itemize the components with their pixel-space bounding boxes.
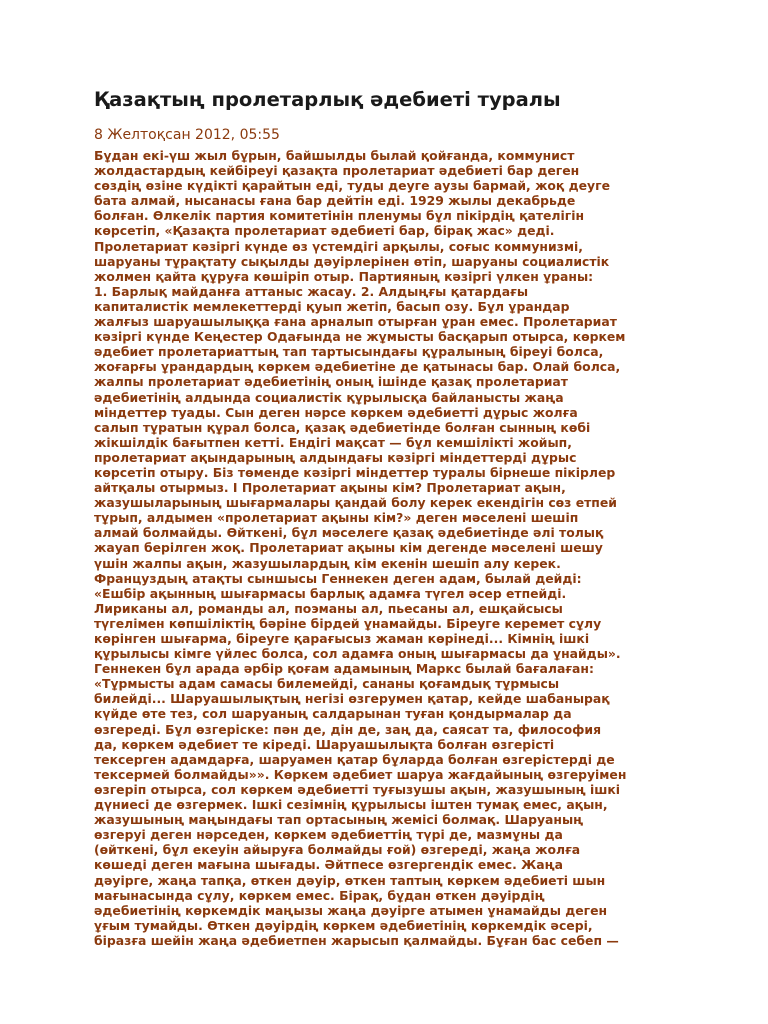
body-line: әдебиетінің көркемдік маңызы жаңа дәуірге атымен ұнамайды деген [94, 902, 608, 918]
body-line: мағынасында сұлу, көркем емес. Бірақ, бұдан өткен дәуірдің [94, 887, 545, 903]
body-line: бата алмай, нысанасы ғана бар дейтін еді. 1929 жылы декабрьде [94, 193, 576, 209]
body-line: «Ешбір ақынның шығармасы барлық адамға түгел әсер етпейді. [94, 585, 567, 601]
article-date: 8 Желтоқсан 2012, 05:55 [94, 127, 280, 143]
body-line: кәзіргі күнде Кеңестер Одағында не жұмысты басқарып отырса, көркем [94, 329, 626, 345]
body-line: жауап берілген жоқ. Пролетариат ақыны кім дегенде мәселені шешу [94, 540, 603, 556]
body-line: өзгеріп отырса, сол көркем әдебиетті туғызушы ақын, жазушының ішкі [94, 781, 621, 797]
body-line: сөздің өзіне күдікті қарайтын еді, туды деуге аузы бармай, жоқ деуге [94, 178, 611, 194]
body-line: әдебиет пролетариаттың тап тартысындағы құралының біреуі болса, [94, 344, 604, 360]
body-line: күйде өте тез, сол шаруаның салдарынан туған қондырмалар да [94, 706, 572, 722]
body-line: Лириканы ал, романды ал, поэманы ал, пьесаны ал, ешқайсысы [94, 600, 563, 616]
body-line: жоғарғы ұрандардың көркем әдебиетіне де қатынасы бар. Олай болса, [94, 359, 621, 375]
body-line: көрсетіп, «Қазақта пролетариат әдебиеті бар, бірақ жас» деді. [94, 223, 555, 239]
body-line: көшеді деген мағына шығады. Әйтпесе өзгергендік емес. Жаңа [94, 857, 564, 873]
body-line: дүниесі де өзгермек. Ішкі сезімнің құрылысы іштен тумақ емес, ақын, [94, 797, 608, 813]
body-line: пролетариат ақындарының алдындағы кәзіргі міндеттерді дұрыс [94, 449, 577, 465]
body-line: болған. Өлкелік партия комитетінін пленумы бұл пікірдің қателігін [94, 208, 585, 224]
article-title: Қазақтың пролетарлық әдебиеті туралы [94, 88, 561, 111]
body-line: жазушыларының шығармалары қандай болу керек екендігін сөз етпей [94, 495, 617, 511]
body-line: айтқалы отырмыз. I Пролетариат ақыны кім? Пролетариат ақын, [94, 480, 566, 496]
body-line: тексермей болмайды»». Көркем әдебиет шаруа жағдайының өзгеруімен [94, 766, 627, 782]
body-line: тексерген адамдарға, шаруамен қатар бұларда болған өзгерістерді де [94, 751, 615, 767]
body-line: жазушының маңындағы тап ортасының жемісі болмақ. Шаруаның [94, 812, 584, 828]
body-line: жалғыз шаруашылыққа ғана арналып отырған ұран емес. Пролетариат [94, 314, 617, 330]
body-line: біразға шейін жаңа әдебиетпен жарысып қалмайды. Бұған бас себеп — [94, 932, 619, 948]
body-line: алмай болмайды. Өйткені, бұл мәселеге қазақ әдебиетінде әлі толық [94, 525, 604, 541]
body-line: дәуірге, жаңа тапқа, өткен дәуір, өткен таптың көркем әдебиеті шын [94, 872, 606, 888]
body-line: «Тұрмысты адам самасы билемейді, сананы қоғамдық тұрмысы [94, 676, 560, 692]
article [94, 86, 684, 948]
body-line: жалпы пролетариат әдебиетінің оның ішінде қазақ пролетариат [94, 374, 568, 390]
body-line: ұғым тумайды. Өткен дәуірдің көркем әдебиетінің көркемдік әсері, [94, 917, 593, 933]
body-line: да, көркем әдебиет те кіреді. Шаруашылықта болған өзгерісті [94, 736, 555, 752]
body-line: капиталистік мемлекеттерді қуып жетіп, басып озу. Бұл ұрандар [94, 298, 570, 314]
body-line: үшін жалпы ақын, жазушылардың кім екенін шешіп алу керек. [94, 555, 561, 571]
body-line: Пролетариат кәзіргі күнде өз үстемдігі арқылы, соғыс коммунизмі, [94, 238, 583, 254]
body-line: тұрып, алдымен «пролетариат ақыны кім?» деген мәселені шешіп [94, 510, 579, 526]
body-line: түгелімен көпшіліктің бәріне бірдей ұнамайды. Біреуге керемет сұлу [94, 615, 602, 631]
body-line: (өйткені, бұл екеуін айыруға болмайды ғой) өзгереді, жаңа жолға [94, 842, 581, 858]
body-line: салып тұратын құрал болса, қазақ әдебиетінде болған сынның көбі [94, 419, 591, 435]
article-body [94, 148, 684, 948]
body-line: шаруаны тұрақтату сықылды дәуірлерінен өтіп, шаруаны социалистік [94, 253, 610, 269]
body-line: билейді... Шаруашылықтың негізі өзгерумен қатар, кейде шабанырақ [94, 691, 610, 707]
body-line: өзгеруі деген нәрседен, көркем әдебиеттің түрі де, мазмұны да [94, 827, 563, 843]
body-line: жолдастардың кейбіреуі қазақта пролетариат әдебиеті бар деген [94, 163, 580, 179]
body-line: Геннекен бұл арада әрбір қоғам адамының Маркс былай бағалаған: [94, 661, 594, 677]
body-line: Бұдан екі-үш жыл бұрын, байшылды былай қойғанда, коммунист [94, 148, 575, 163]
body-line: көрсетіп отыру. Біз төменде кәзіргі міндеттер туралы бірнеше пікірлер [94, 464, 616, 480]
body-line: 1. Барлық майданға аттаныс жасау. 2. Алдыңғы қатардағы [94, 283, 529, 299]
body-line: Француздың атақты сыншысы Геннекен деген адам, былай дейді: [94, 570, 582, 586]
body-line: жікшілдік бағытпен кетті. Ендігі мақсат — бұл кемшілікті жойып, [94, 434, 572, 450]
body-line: өзгереді. Бұл өзгеріске: пән де, дін де, заң да, саясат та, философия [94, 721, 602, 737]
body-line: міндеттер туады. Сын деген нәрсе көркем әдебиетті дұрыс жолға [94, 404, 578, 420]
body-line: әдебиетінің алдында социалистік құрылысқа байланысты жаңа [94, 389, 564, 405]
body-line: құрылысы кімге үйлес болса, сол адамға оның шығармасы да ұнайды». [94, 646, 621, 662]
body-line: жолмен қайта құруға көшіріп отыр. Партияның кәзіргі үлкен ұраны: [94, 268, 594, 284]
body-line: көрінген шығарма, біреуге қарағысыз жаман көрінеді... Кімнің ішкі [94, 631, 590, 646]
